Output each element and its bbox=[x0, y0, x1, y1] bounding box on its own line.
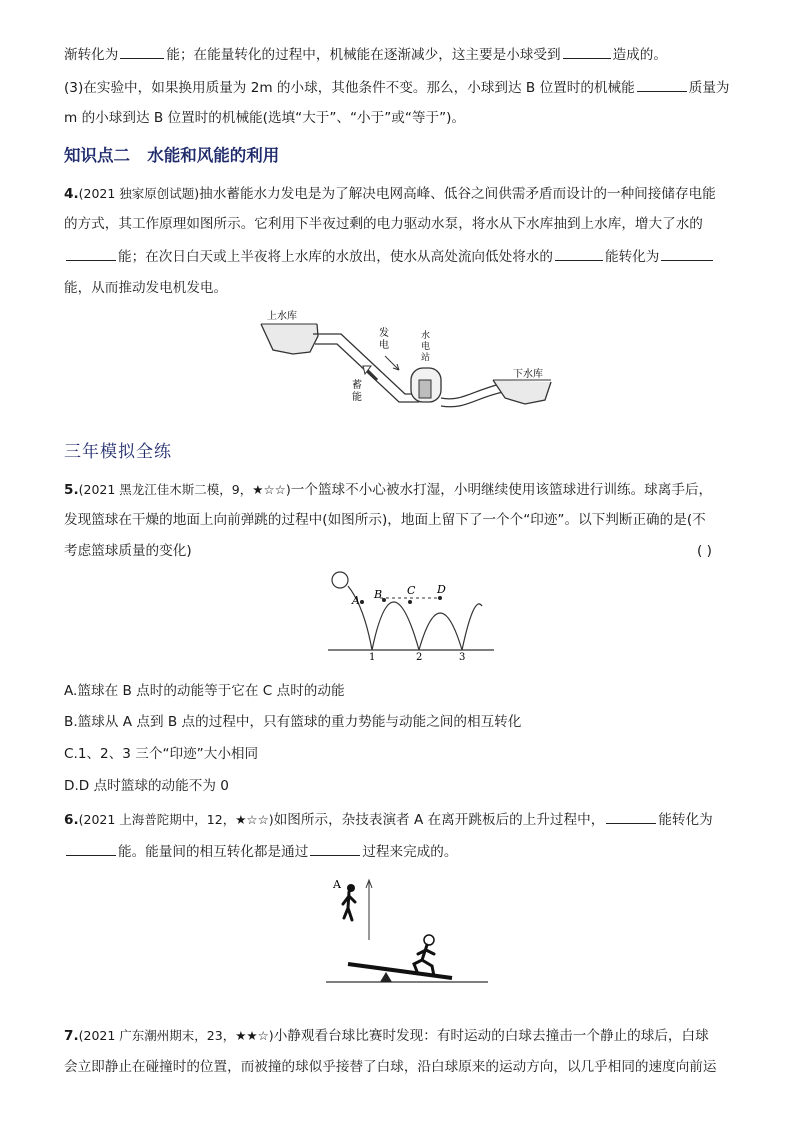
q6-line-2 bbox=[64, 841, 457, 862]
gen-char-1: 发 bbox=[379, 328, 389, 339]
point-d-dot bbox=[438, 596, 442, 600]
point-c-dot bbox=[408, 600, 412, 604]
upper-reservoir-label: 上水库 bbox=[267, 311, 297, 322]
option-a[interactable]: A.篮球在 B 点时的动能等于它在 C 点时的动能 bbox=[64, 683, 345, 699]
point-a-label: A bbox=[352, 594, 360, 607]
gen-char-2: 电 bbox=[379, 340, 389, 351]
question-number: 4. bbox=[64, 186, 79, 202]
question-number: 6. bbox=[64, 812, 79, 828]
trajectory-arc-3 bbox=[462, 604, 482, 650]
question-number: 5. bbox=[64, 482, 79, 498]
question-source: (2021 广东潮州期末，23，★★☆) bbox=[78, 1028, 274, 1043]
station-char-2: 电 bbox=[421, 342, 431, 352]
store-char-2: 能 bbox=[352, 392, 362, 403]
answer-blank[interactable] bbox=[563, 44, 611, 59]
section-heading-three-year bbox=[64, 440, 172, 464]
option-b[interactable]: B.篮球从 A 点到 B 点的过程中，只有篮球的重力势能与动能之间的相互转化 bbox=[64, 714, 522, 730]
option-d[interactable]: D.D 点时篮球的动能不为 0 bbox=[64, 778, 229, 794]
acrobat-flying-icon bbox=[343, 892, 355, 920]
answer-blank[interactable] bbox=[120, 44, 164, 59]
prev-q3-line-1 bbox=[64, 77, 730, 98]
store-char-1: 蓄 bbox=[352, 380, 362, 391]
generate-arrow-icon bbox=[385, 356, 399, 370]
point-c-label: C bbox=[407, 584, 416, 597]
mark-2-label: 2 bbox=[416, 652, 423, 662]
question-source: (2021 独家原创试题) bbox=[78, 186, 200, 201]
station-char-3: 站 bbox=[421, 353, 431, 363]
text: 能；在能量转化的过程中，机械能在逐渐减少，这主要是小球受到 bbox=[166, 47, 561, 63]
q4-line-2 bbox=[64, 214, 703, 234]
answer-blank[interactable] bbox=[66, 246, 116, 261]
point-b-dot bbox=[382, 598, 386, 602]
answer-blank[interactable] bbox=[555, 246, 603, 261]
text: 会立即静止在碰撞时的位置，而被撞的球似乎接替了白球，沿白球原来的运动方向，以几乎相同的速度向前运 bbox=[64, 1059, 717, 1075]
text: 抽水蓄能水力发电是为了解决电网高峰、低谷之间供需矛盾而设计的一种间接储存电能 bbox=[199, 186, 716, 202]
text: 的方式，其工作原理如图所示。它利用下半夜过剩的电力驱动水泵，将水从下水库抽到上水库，增大了水的 bbox=[64, 216, 703, 232]
text: 能；在次日白天或上半夜将上水库的水放出，使水从高处流向低处将水的 bbox=[118, 249, 553, 265]
question-source: (2021 黑龙江佳木斯二模，9，★☆☆) bbox=[78, 482, 291, 497]
text: 小静观看台球比赛时发现：有时运动的白球去撞击一个静止的球后，白球 bbox=[273, 1028, 709, 1044]
text: (3)在实验中，如果换用质量为 2m 的小球，其他条件不变。那么，小球到达 B 位置时的机械能 bbox=[64, 80, 635, 96]
pipe-top bbox=[313, 334, 419, 394]
text: 一个篮球不小心被水打湿，小明继续使用该篮球进行训练。球离手后， bbox=[290, 482, 713, 498]
station-char-1: 水 bbox=[421, 331, 431, 341]
text: 考虑篮球质量的变化) bbox=[64, 543, 192, 559]
section-title: 水能和风能的利用 bbox=[147, 146, 280, 165]
section-label: 知识点二 bbox=[64, 146, 130, 165]
q5-line-2 bbox=[64, 510, 706, 530]
option-c[interactable]: C.1、2、3 三个“印迹”大小相同 bbox=[64, 746, 259, 762]
point-a-dot bbox=[360, 600, 364, 604]
lower-reservoir-basin bbox=[493, 380, 551, 404]
q7-line-1 bbox=[64, 1026, 709, 1046]
text: 能。能量间的相互转化都是通过 bbox=[118, 844, 309, 860]
ball-icon bbox=[332, 572, 348, 588]
answer-blank[interactable] bbox=[637, 77, 687, 92]
point-d-label: D bbox=[437, 583, 446, 596]
seesaw-fulcrum bbox=[380, 972, 392, 982]
prev-line-1 bbox=[64, 44, 667, 65]
standing-acrobat-icon bbox=[414, 945, 434, 976]
outlet-pipe-top bbox=[441, 384, 500, 399]
q4-line-1 bbox=[64, 184, 716, 204]
prev-q3-line-2 bbox=[64, 108, 465, 128]
text: 发现篮球在干燥的地面上向前弹跳的过程中(如图所示)，地面上留下了一个个“印迹”。以下判断正确的是(不 bbox=[64, 512, 706, 528]
question-number: 7. bbox=[64, 1028, 79, 1044]
answer-blank[interactable] bbox=[661, 246, 713, 261]
text: 渐转化为 bbox=[64, 47, 119, 63]
q5-line-1 bbox=[64, 480, 712, 500]
pumped-storage-diagram bbox=[255, 306, 555, 412]
q4-line-3 bbox=[64, 246, 715, 267]
point-b-label: B bbox=[374, 588, 383, 601]
text: 如图所示，杂技表演者 A 在离开跳板后的上升过程中， bbox=[273, 812, 605, 828]
acrobat-a-label: A bbox=[333, 878, 341, 891]
acrobat-seesaw-diagram bbox=[322, 874, 492, 988]
section-title: 三年模拟全练 bbox=[64, 442, 172, 462]
text: 造成的。 bbox=[612, 47, 667, 63]
seesaw-board bbox=[348, 964, 452, 978]
q4-line-4 bbox=[64, 278, 227, 298]
text: 能转化为 bbox=[605, 249, 660, 265]
standing-acrobat-head-icon bbox=[424, 935, 434, 945]
answer-paren[interactable]: ( ) bbox=[697, 543, 712, 559]
bouncing-ball-diagram bbox=[322, 566, 498, 662]
trajectory-arc-2 bbox=[419, 613, 462, 650]
section-heading-knowledge-2 bbox=[64, 144, 279, 168]
text: 能转化为 bbox=[658, 812, 713, 828]
q6-line-1 bbox=[64, 809, 713, 830]
text: 能，从而推动发电机发电。 bbox=[64, 280, 228, 296]
q7-line-2 bbox=[64, 1057, 717, 1077]
answer-blank[interactable] bbox=[310, 841, 360, 856]
lower-reservoir-label: 下水库 bbox=[513, 369, 543, 380]
upper-reservoir-basin bbox=[261, 324, 318, 354]
text: 过程来完成的。 bbox=[362, 844, 458, 860]
mark-3-label: 3 bbox=[459, 652, 466, 662]
text: m 的小球到达 B 位置时的机械能(选填“大于”、“小于”或“等于”)。 bbox=[64, 110, 466, 126]
trajectory-arc-1 bbox=[372, 602, 419, 650]
answer-blank[interactable] bbox=[606, 809, 656, 824]
turbine bbox=[419, 380, 431, 398]
question-source: (2021 上海普陀期中，12，★☆☆) bbox=[78, 812, 274, 827]
mark-1-label: 1 bbox=[369, 652, 376, 662]
text: 质量为 bbox=[688, 80, 730, 96]
q5-line-3 bbox=[64, 541, 192, 561]
answer-blank[interactable] bbox=[66, 841, 116, 856]
